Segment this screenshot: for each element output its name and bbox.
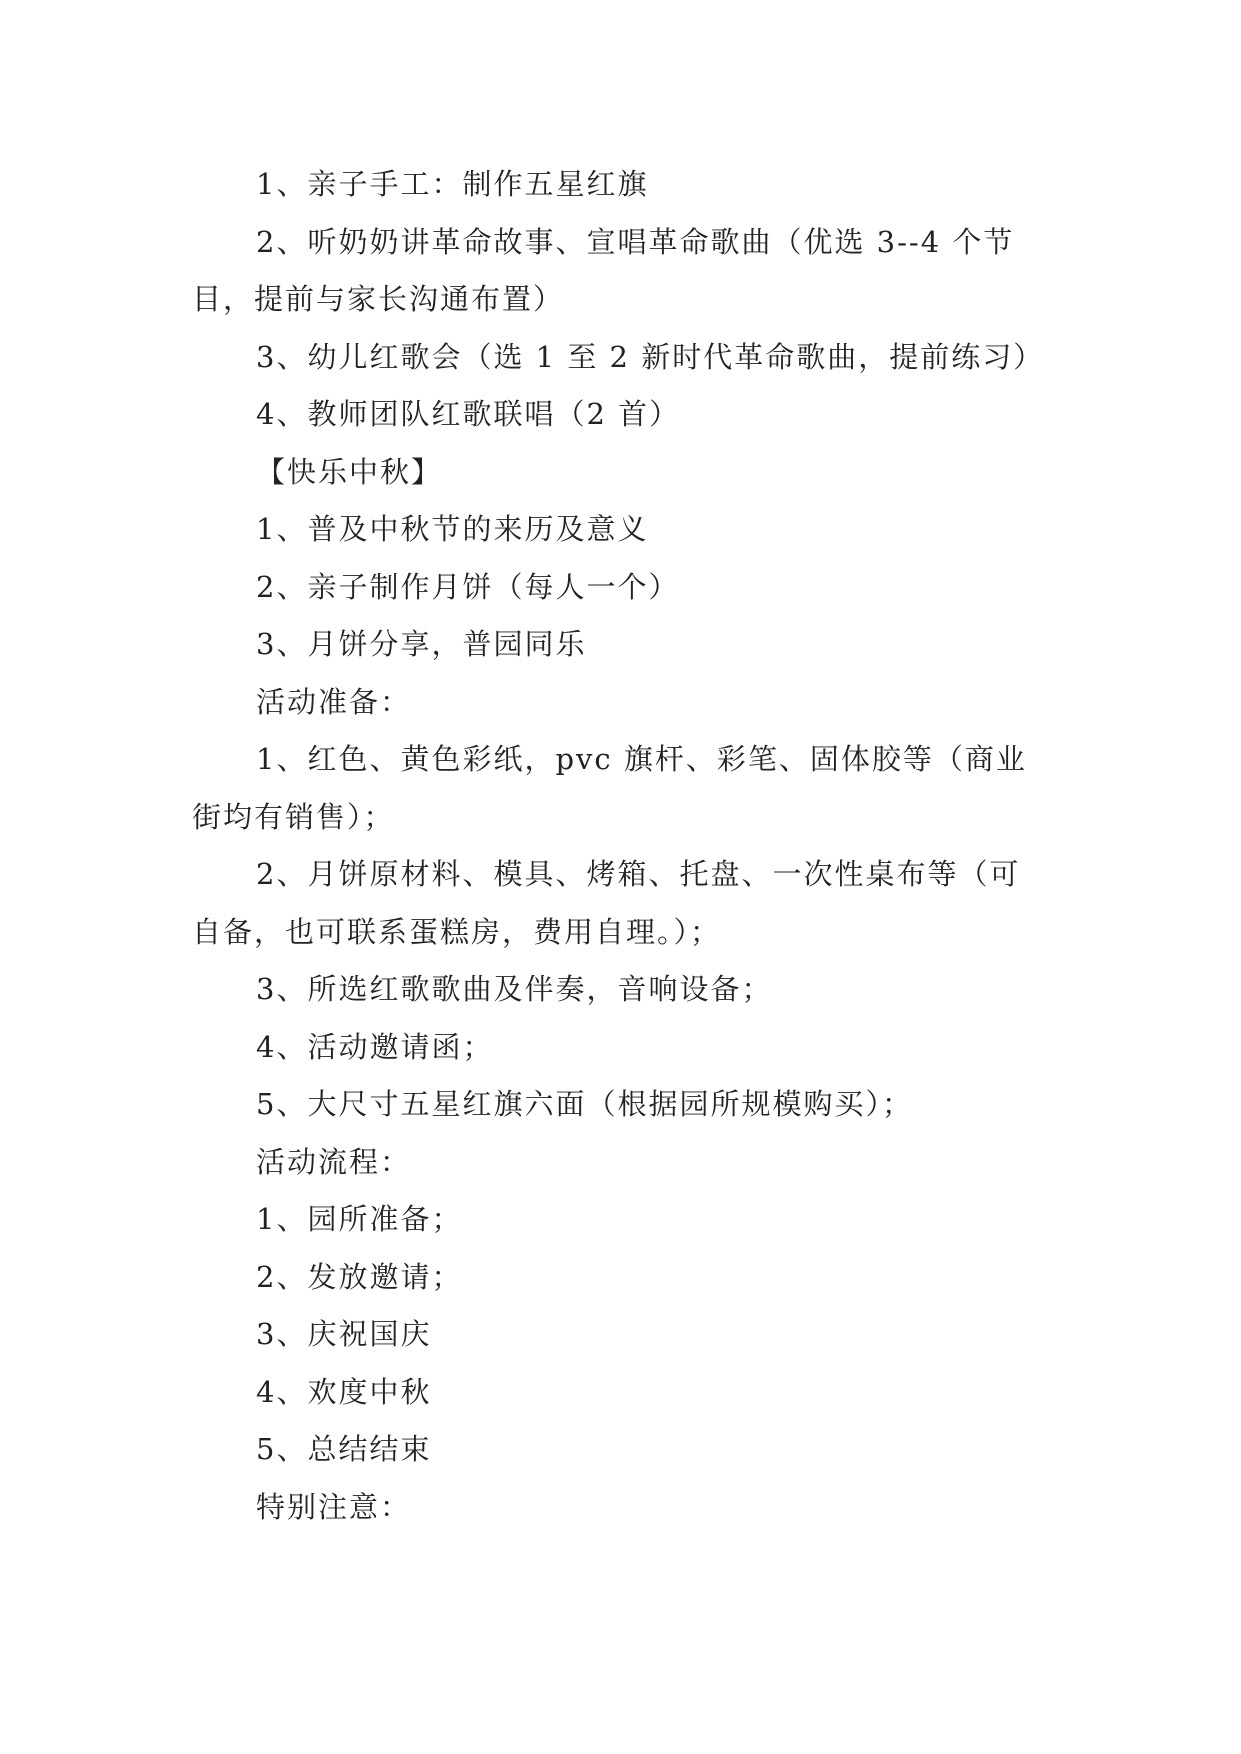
text-line: 3、庆祝国庆	[256, 1317, 432, 1351]
section-heading: 特别注意：	[256, 1490, 412, 1524]
text-line: 2、月饼原材料、模具、烤箱、托盘、一次性桌布等（可	[256, 857, 1021, 891]
text-line: 1、亲子手工：制作五星红旗	[256, 167, 649, 201]
text-line: 3、幼儿红歌会（选 1 至 2 新时代革命歌曲，提前练习）	[256, 340, 1045, 374]
text-line: 5、总结结束	[256, 1432, 432, 1466]
text-line: 4、教师团队红歌联唱（2 首）	[256, 397, 681, 431]
text-line: 2、发放邀请；	[256, 1260, 463, 1294]
section-heading: 活动准备：	[256, 685, 412, 719]
section-heading: 【快乐中秋】	[256, 455, 443, 489]
text-line: 2、亲子制作月饼（每人一个）	[256, 570, 680, 604]
text-line: 3、月饼分享，普园同乐	[256, 627, 587, 661]
text-line: 街均有销售）；	[192, 800, 395, 834]
text-line: 1、园所准备；	[256, 1202, 463, 1236]
text-line: 2、听奶奶讲革命故事、宣唱革命歌曲（优选 3--4 个节	[256, 225, 1015, 259]
text-line: 3、所选红歌歌曲及伴奏，音响设备；	[256, 972, 773, 1006]
text-line: 目，提前与家长沟通布置）	[192, 282, 565, 316]
text-line: 自备，也可联系蛋糕房，费用自理。）；	[192, 915, 722, 949]
text-line: 1、红色、黄色彩纸，pvc 旗杆、彩笔、固体胶等（商业	[256, 742, 1027, 776]
text-line: 4、欢度中秋	[256, 1375, 432, 1409]
text-line: 1、普及中秋节的来历及意义	[256, 512, 649, 546]
section-heading: 活动流程：	[256, 1145, 412, 1179]
text-line: 5、大尺寸五星红旗六面（根据园所规模购买）；	[256, 1087, 913, 1121]
text-line: 4、活动邀请函；	[256, 1030, 494, 1064]
